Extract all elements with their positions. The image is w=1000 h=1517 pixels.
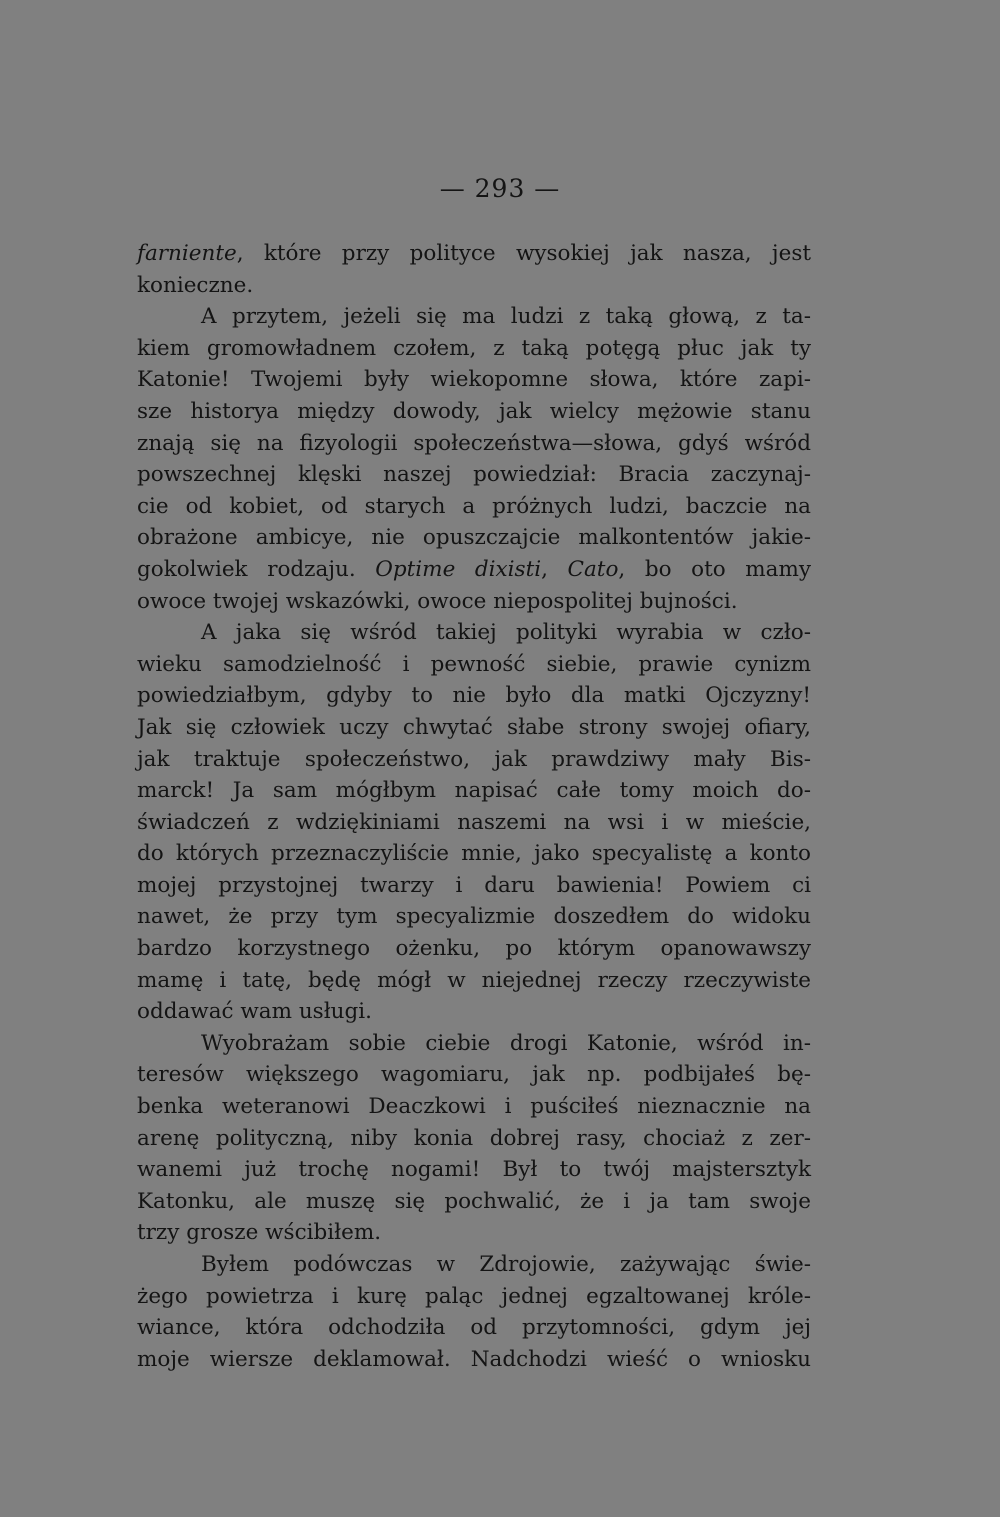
text-segment: trzy grosze wścibiłem. xyxy=(137,1220,382,1246)
text-segment: powiedziałbym, gdyby to nie było dla matki Ojczyzny! xyxy=(137,683,811,709)
text-segment: moje wiersze deklamował. Nadchodzi wieść o wniosku xyxy=(137,1346,811,1372)
text-segment: Wyobrażam sobie ciebie drogi Katonie, wśród in- xyxy=(201,1030,811,1056)
italic-text: Optime dixisti xyxy=(375,556,542,582)
text-line xyxy=(137,680,811,712)
text-line xyxy=(137,1059,811,1091)
text-segment: wanemi już trochę nogami! Był to twój majstersztyk xyxy=(137,1157,811,1183)
text-segment: do których przeznaczyliście mnie, jako specyalistę a konto xyxy=(137,841,811,867)
text-line xyxy=(137,1028,811,1060)
text-segment: nawet, że przy tym specyalizmie doszedłem do widoku xyxy=(137,904,811,930)
text-segment: Byłem podówczas w Zdrojowie, zażywając świe- xyxy=(201,1252,811,1277)
text-segment: Katonku, ale muszę się pochwalić, że i ja tam swoje xyxy=(137,1188,811,1214)
text-line xyxy=(137,870,811,902)
text-line xyxy=(137,1249,811,1281)
text-line xyxy=(137,807,811,839)
text-segment: , xyxy=(541,556,568,582)
text-segment: marck! Ja sam mógłbym napisać całe tomy moich do- xyxy=(137,778,811,804)
text-segment: benka weteranowi Deaczkowi i puściłeś nieznacznie na xyxy=(137,1094,811,1120)
text-segment: jak traktuje społeczeństwo, jak prawdziwy mały Bis- xyxy=(137,746,811,772)
text-line xyxy=(137,933,811,965)
text-segment: owoce twojej wskazówki, owoce niepospolitej bujności. xyxy=(137,588,738,614)
text-segment: wiance, która odchodziła od przytomności, gdym jej xyxy=(137,1315,811,1341)
text-line xyxy=(137,364,811,396)
text-line xyxy=(137,333,811,365)
text-segment: , które przy polityce wysokiej jak nasza, jest xyxy=(236,241,811,266)
text-segment: konieczne. xyxy=(137,272,254,298)
text-segment: żego powietrza i kurę paląc jednej egzaltowanej króle- xyxy=(137,1283,811,1309)
text-line xyxy=(137,901,811,933)
text-segment: wieku samodzielność i pewność siebie, prawie cynizm xyxy=(137,651,811,677)
text-segment: mojej przystojnej twarzy i daru bawienia! Powiem ci xyxy=(137,872,811,898)
text-segment: kiem gromowładnem czołem, z taką potęgą płuc jak ty xyxy=(137,335,811,361)
text-segment: arenę polityczną, niby konia dobrej rasy, chociaż z zer- xyxy=(137,1125,811,1151)
text-segment: Katonie! Twojemi były wiekopomne słowa, które zapi- xyxy=(137,367,811,393)
text-segment: , bo oto mamy xyxy=(618,556,812,582)
text-line xyxy=(137,1312,811,1344)
text-line xyxy=(137,1154,811,1186)
text-line xyxy=(137,554,811,586)
text-line xyxy=(137,428,811,460)
page-text xyxy=(137,238,811,1375)
text-segment: A przytem, jeżeli się ma ludzi z taką głową, z ta- xyxy=(201,304,811,330)
text-segment: znają się na fizyologii społeczeństwa—słowa, gdyś wśród xyxy=(137,430,811,456)
text-line xyxy=(137,965,811,997)
text-line xyxy=(137,396,811,428)
text-line xyxy=(137,459,811,491)
italic-text: farniente xyxy=(137,241,237,266)
text-segment: mamę i tatę, będę mógł w niejednej rzeczy rzeczywiste xyxy=(137,967,811,993)
text-segment: bardzo korzystnego ożenku, po którym opanowawszy xyxy=(137,936,811,962)
text-segment: Jak się człowiek uczy chwytać słabe strony swojej ofiary, xyxy=(137,714,811,740)
text-segment: sze historya między dowody, jak wielcy mężowie stanu xyxy=(137,398,811,424)
text-line xyxy=(137,586,811,618)
text-line xyxy=(137,1344,811,1376)
text-segment: powszechnej klęski naszej powiedział: Bracia zaczynaj- xyxy=(137,462,811,488)
text-line xyxy=(137,1186,811,1218)
text-segment: obrażone ambicye, nie opuszczajcie malkontentów jakie- xyxy=(137,525,811,551)
text-line xyxy=(137,775,811,807)
text-line xyxy=(137,491,811,523)
text-line xyxy=(137,1281,811,1313)
text-segment: cie od kobiet, od starych a próżnych ludzi, baczcie na xyxy=(137,493,811,519)
text-line xyxy=(137,1091,811,1123)
text-line xyxy=(137,996,811,1028)
page-number: — 293 — xyxy=(439,174,561,203)
italic-text: Cato xyxy=(567,556,619,582)
text-line xyxy=(137,649,811,681)
text-line xyxy=(137,617,811,649)
text-line xyxy=(137,270,811,302)
text-segment: gokolwiek rodzaju. xyxy=(137,556,376,582)
text-line xyxy=(137,522,811,554)
text-line xyxy=(137,712,811,744)
text-line xyxy=(137,238,811,270)
text-line xyxy=(137,1217,811,1249)
text-segment: świadczeń z wdziękiniami naszemi na wsi i w mieście, xyxy=(137,809,811,835)
text-line xyxy=(137,1123,811,1155)
text-line xyxy=(137,301,811,333)
text-segment: oddawać wam usługi. xyxy=(137,999,372,1025)
text-line xyxy=(137,744,811,776)
text-line xyxy=(137,838,811,870)
text-segment: teresów większego wagomiaru, jak np. podbijałeś bę- xyxy=(137,1062,811,1088)
text-segment: A jaka się wśród takiej polityki wyrabia w czło- xyxy=(201,620,811,646)
